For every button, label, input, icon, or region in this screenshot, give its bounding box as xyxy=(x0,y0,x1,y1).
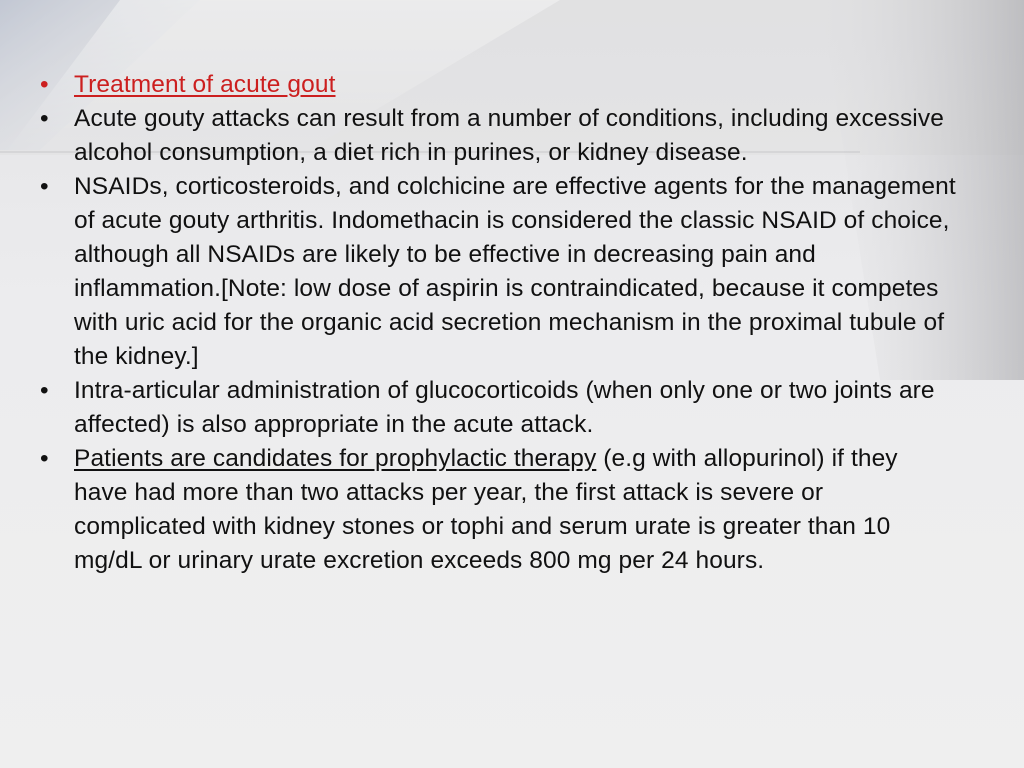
bullet-text: Acute gouty attacks can result from a number of conditions, including excessive alcohol consumption, a diet rich in purines, or kidney disease. xyxy=(74,105,944,166)
bullet-item xyxy=(36,442,956,578)
bullet-icon: • xyxy=(40,173,49,200)
bullet-underlined-text: Patients are candidates for prophylactic therapy xyxy=(74,445,597,472)
bullet-icon: • xyxy=(40,105,49,132)
slide-content xyxy=(36,68,956,578)
bullet-icon: • xyxy=(40,71,49,98)
bullet-text: Intra-articular administration of glucocorticoids (when only one or two joints are affected) is also appropriate in the acute attack. xyxy=(74,377,935,438)
bullet-list xyxy=(36,68,956,578)
bullet-item xyxy=(36,170,956,374)
slide-title-item xyxy=(36,68,956,102)
bullet-icon: • xyxy=(40,377,49,404)
bullet-text: NSAIDs, corticosteroids, and colchicine are effective agents for the management of acute gouty arthritis. Indomethacin is considered the classic NSAID of choice, although all NSAIDs are likely to be effective in decreasing pain and inflammation.[Note: low dose of aspirin is contraindicated, because it competes with uric acid for the organic acid secretion mechanism in the proximal tubule of the kidney.] xyxy=(74,173,956,370)
slide-title: Treatment of acute gout xyxy=(74,71,336,98)
bullet-text: (e.g with allopurinol) if they have had more than two attacks per year, the first attack is severe or complicated with kidney stones or tophi and serum urate is greater than 10 mg/dL or urinary urate excretion exceeds 800 mg per 24 hours. xyxy=(74,445,898,574)
bullet-icon: • xyxy=(40,445,49,472)
bullet-item xyxy=(36,374,956,442)
bullet-item xyxy=(36,102,956,170)
